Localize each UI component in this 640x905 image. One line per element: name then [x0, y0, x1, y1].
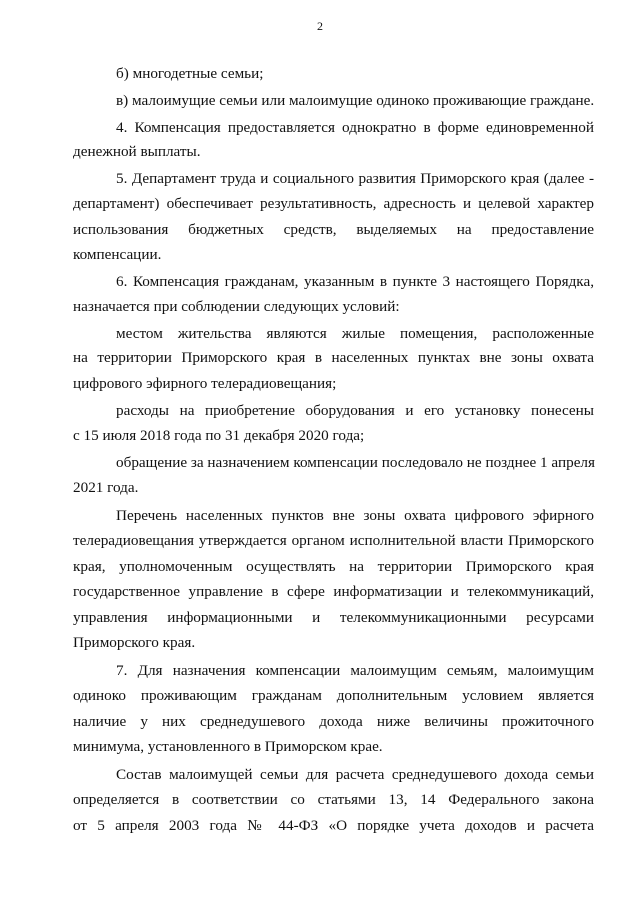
- text-line: использования бюджетных средств, выделяемых на предоставление: [73, 221, 594, 238]
- text-line: цифрового эфирного телерадиовещания;: [73, 375, 337, 392]
- text-line: местом жительства являются жилые помещения, расположенные: [116, 325, 594, 342]
- text-line: Приморского края.: [73, 634, 196, 651]
- text-line: телерадиовещания утверждается органом исполнительной власти Приморского: [73, 532, 594, 549]
- text-line: определяется в соответствии со статьями 13, 14 Федерального закона: [73, 791, 594, 808]
- text-line: 7. Для назначения компенсации малоимущим семьям, малоимущим: [116, 662, 594, 679]
- text-line: с 15 июля 2018 года по 31 декабря 2020 года;: [73, 427, 365, 444]
- text-line: 5. Департамент труда и социального развития Приморского края (далее -: [116, 170, 594, 187]
- page-number: 2: [317, 19, 323, 33]
- text-line: наличие у них среднедушевого дохода ниже величины прожиточного: [73, 713, 594, 730]
- text-line: б) многодетные семьи;: [116, 65, 264, 82]
- text-line: назначается при соблюдении следующих условий:: [73, 298, 400, 315]
- text-line: государственное управление в сфере информатизации и телекоммуникаций,: [73, 583, 594, 600]
- text-line: Перечень населенных пунктов вне зоны охвата цифрового эфирного: [116, 507, 594, 524]
- text-line: управления информационными и телекоммуникационными ресурсами: [73, 609, 594, 626]
- text-line: компенсации.: [73, 246, 162, 263]
- text-line: Состав малоимущей семьи для расчета среднедушевого дохода семьи: [116, 766, 594, 783]
- text-line: 4. Компенсация предоставляется однократно в форме единовременной: [116, 119, 594, 136]
- text-line: минимума, установленного в Приморском крае.: [73, 738, 383, 755]
- text-line: на территории Приморского края в населенных пунктах вне зоны охвата: [73, 349, 594, 366]
- text-line: одиноко проживающим гражданам дополнительным условием является: [73, 687, 594, 704]
- text-line: 2021 года.: [73, 479, 139, 496]
- text-line: обращение за назначением компенсации последовало не позднее 1 апреля: [116, 454, 595, 471]
- text-line: департамент) обеспечивает результативность, адресность и целевой характер: [73, 195, 594, 212]
- text-line: 6. Компенсация гражданам, указанным в пункте 3 настоящего Порядка,: [116, 273, 594, 290]
- text-line: денежной выплаты.: [73, 143, 201, 160]
- text-line: от 5 апреля 2003 года № 44-ФЗ «О порядке учета доходов и расчета: [73, 817, 594, 834]
- text-line: края, уполномоченным осуществлять на территории Приморского края: [73, 558, 594, 575]
- text-line: в) малоимущие семьи или малоимущие одиноко проживающие граждане.: [116, 92, 595, 109]
- text-line: расходы на приобретение оборудования и его установку понесены: [116, 402, 594, 419]
